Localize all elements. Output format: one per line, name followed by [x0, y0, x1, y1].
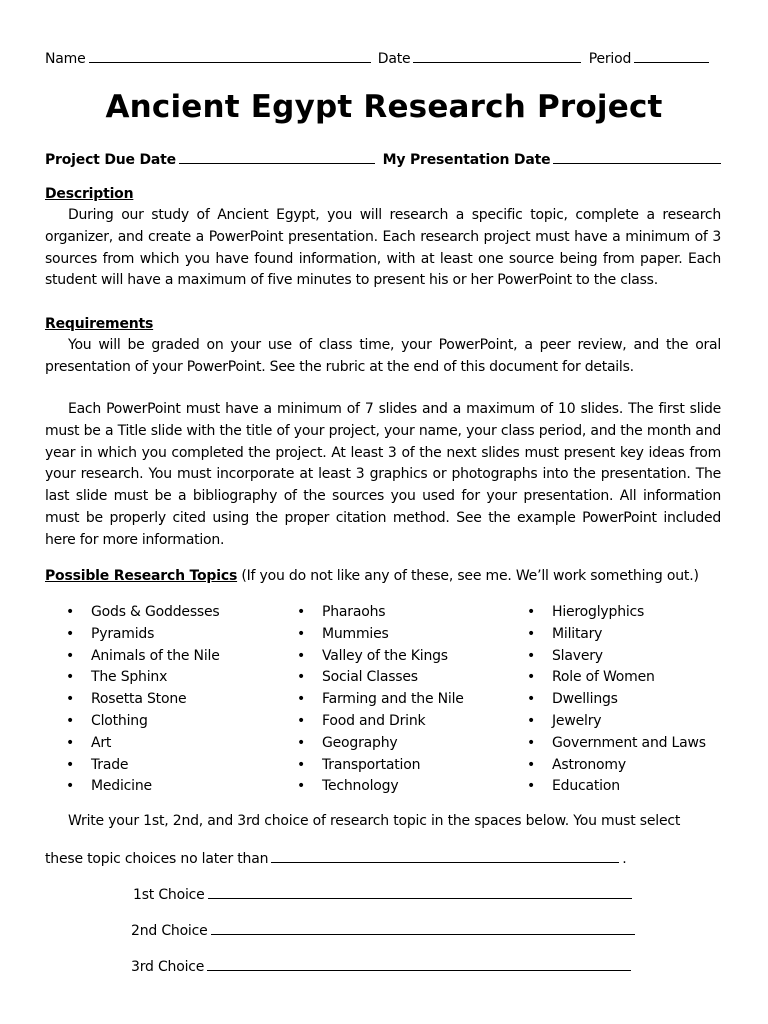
topic-item: • Farming and the Nile [297, 689, 464, 711]
dates-line [45, 150, 724, 168]
third-choice-blank[interactable] [207, 957, 631, 971]
presentation-date-label: My Presentation Date [382, 152, 551, 168]
topic-item: • Geography [297, 733, 464, 755]
topic-item: • Transportation [297, 755, 464, 777]
topic-item: • Pharaohs [297, 602, 464, 624]
topics-column-3 [527, 602, 706, 798]
title-wrapper [0, 89, 768, 125]
due-date-blank[interactable] [179, 150, 375, 164]
instruction-period: . [622, 851, 627, 867]
topic-item: • Pyramids [66, 624, 220, 646]
topic-item: • Valley of the Kings [297, 646, 464, 668]
topic-item: • Medicine [66, 776, 220, 798]
date-label: Date [377, 51, 411, 67]
topic-item: • Astronomy [527, 755, 706, 777]
topic-item: • Food and Drink [297, 711, 464, 733]
topics-column-2 [297, 602, 464, 798]
topic-item: • Social Classes [297, 667, 464, 689]
period-blank[interactable] [634, 49, 709, 63]
description-text: During our study of Ancient Egypt, you will research a specific topic, complete a research organizer, and create a PowerPoint presentation. Each research project must have a minimum of 3 sources from which you have found information, with at least one source being from paper. Each student will have a maximum of five minutes to present his or her PowerPoint to the class. [45, 207, 721, 289]
requirements-text-2: Each PowerPoint must have a minimum of 7 slides and a maximum of 10 slides. The first slide must be a Title slide with the title of your project, your name, your class period, and the month and year in which you completed the project. At least 3 of the next slides must present key ideas from your research. You must incorporate at least 3 graphics or photographs into the presentation. The last slide must be a bibliography of the sources you used for your presentation. All information must be properly cited using the proper citation method. See the example PowerPoint included here for more information. [45, 401, 721, 548]
choices-instruction-1: Write your 1st, 2nd, and 3rd choice of research topic in the spaces below. You must select [68, 813, 681, 829]
choices-instruction-line-2 [45, 849, 627, 867]
period-label: Period [588, 51, 632, 67]
topic-item: • Rosetta Stone [66, 689, 220, 711]
topic-item: • Technology [297, 776, 464, 798]
page-title: Ancient Egypt Research Project [105, 89, 663, 125]
presentation-date-blank[interactable] [553, 150, 721, 164]
description-heading: Description [45, 186, 134, 202]
topic-item: • Military [527, 624, 706, 646]
topic-item: • Trade [66, 755, 220, 777]
deadline-blank[interactable] [271, 849, 619, 863]
topic-item: • Dwellings [527, 689, 706, 711]
topic-item: • Art [66, 733, 220, 755]
topic-item: • Role of Women [527, 667, 706, 689]
second-choice-blank[interactable] [211, 921, 635, 935]
topics-list-2 [297, 602, 464, 798]
topic-item: • Gods & Goddesses [66, 602, 220, 624]
topics-list-1 [66, 602, 220, 798]
topic-item: • Education [527, 776, 706, 798]
description-paragraph [45, 205, 721, 292]
first-choice-line [133, 885, 635, 903]
topics-column-1 [66, 602, 220, 798]
requirements-heading: Requirements [45, 316, 154, 332]
due-date-label: Project Due Date [45, 152, 176, 168]
topic-item: • Mummies [297, 624, 464, 646]
first-choice-label: 1st Choice [133, 887, 205, 903]
topic-item: • Hieroglyphics [527, 602, 706, 624]
third-choice-label: 3rd Choice [131, 959, 205, 975]
choices-instruction-2: these topic choices no later than [45, 851, 269, 867]
topics-heading-line [45, 568, 699, 584]
topics-heading: Possible Research Topics [45, 568, 238, 584]
first-choice-blank[interactable] [208, 885, 632, 899]
requirements-paragraph-1 [45, 335, 721, 379]
topics-list-3 [527, 602, 706, 798]
name-blank[interactable] [89, 49, 371, 63]
topic-item: • Animals of the Nile [66, 646, 220, 668]
second-choice-line [131, 921, 638, 939]
topic-item: • The Sphinx [66, 667, 220, 689]
topic-item: • Jewelry [527, 711, 706, 733]
topic-item: • Government and Laws [527, 733, 706, 755]
topic-item: • Slavery [527, 646, 706, 668]
topic-item: • Clothing [66, 711, 220, 733]
requirements-paragraph-2 [45, 399, 721, 552]
name-label: Name [45, 51, 86, 67]
third-choice-line [131, 957, 634, 975]
requirements-text-1: You will be graded on your use of class time, your PowerPoint, a peer review, and the oral presentation of your PowerPoint. See the rubric at the end of this document for details. [45, 337, 721, 375]
second-choice-label: 2nd Choice [131, 923, 208, 939]
topics-note: (If you do not like any of these, see me. We’ll work something out.) [237, 568, 699, 584]
date-blank[interactable] [413, 49, 581, 63]
header-line [45, 49, 712, 67]
